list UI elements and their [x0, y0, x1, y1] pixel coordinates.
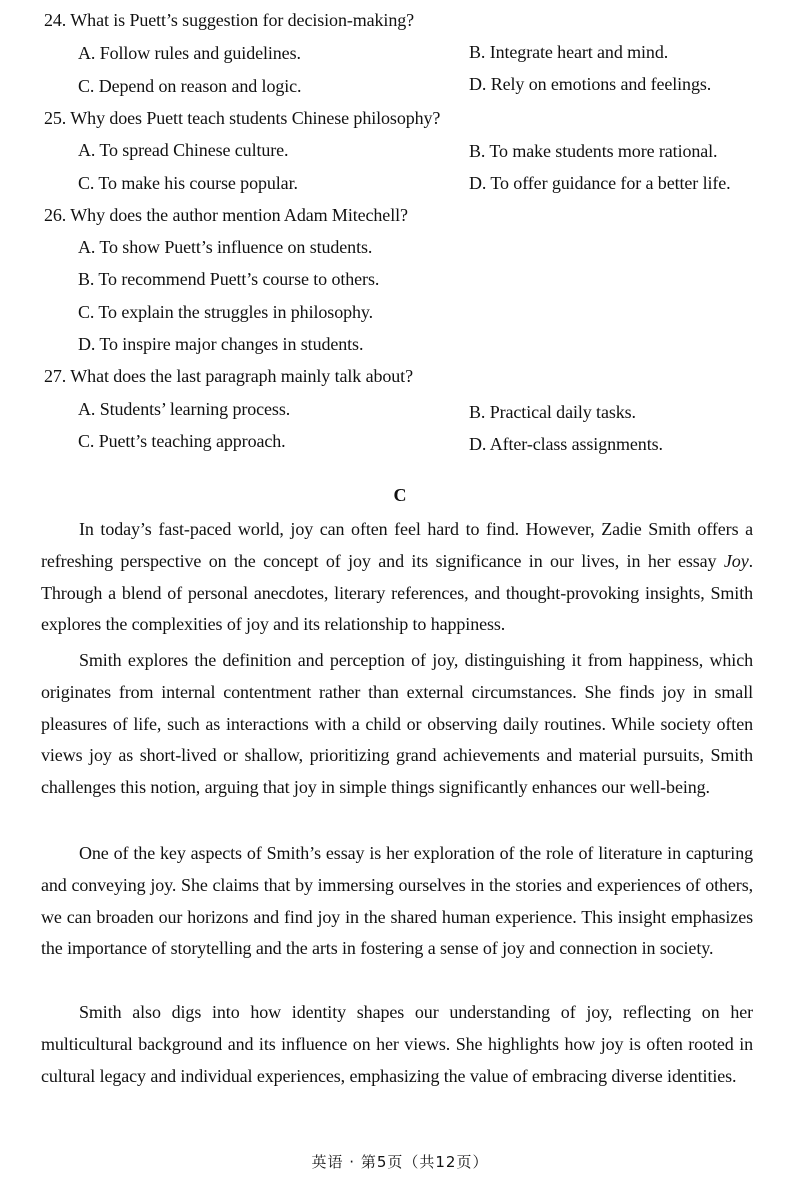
- passage-paragraph-1: [41, 514, 753, 641]
- question-24-option-c: C. Depend on reason and logic.: [78, 76, 302, 96]
- question-27-option-a: A. Students’ learning process.: [78, 399, 291, 419]
- question-24-option-a: A. Follow rules and guidelines.: [78, 43, 301, 63]
- passage-paragraph-4: Smith also digs into how identity shapes our understanding of joy, reflecting on her multicultural background and its influence on her views. She highlights how joy is often rooted in cultural legacy and individual experiences, emphasizing the value of embracing diverse identities.: [41, 1002, 753, 1086]
- question-25-option-b: B. To make students more rational.: [469, 141, 718, 161]
- question-25-option-c: C. To make his course popular.: [78, 173, 298, 193]
- section-heading: C: [393, 485, 407, 505]
- question-25-option-a: A. To spread Chinese culture.: [78, 140, 289, 160]
- page-footer: 英语 · 第5页（共12页）: [311, 1153, 489, 1171]
- question-27-stem: 27. What does the last paragraph mainly talk about?: [44, 366, 413, 386]
- passage-paragraph-2: Smith explores the definition and perception of joy, distinguishing it from happiness, which originates from internal contentment rather than external circumstances. She finds joy in small pleasures of life, such as interactions with a child or observing daily routines. While society often views joy as short-lived or shallow, prioritizing grand achievements and material pursuits, Smith challenges this notion, arguing that joy in simple things significantly enhances our well-being.: [41, 650, 753, 798]
- question-26-option-c: C. To explain the struggles in philosophy.: [78, 302, 374, 322]
- question-26-stem: 26. Why does the author mention Adam Mitechell?: [44, 205, 408, 225]
- question-26-option-d: D. To inspire major changes in students.: [78, 334, 364, 354]
- question-24-stem: 24. What is Puett’s suggestion for decision-making?: [44, 10, 415, 30]
- question-25-stem: 25. Why does Puett teach students Chinese philosophy?: [44, 108, 441, 128]
- passage-paragraph-3: One of the key aspects of Smith’s essay is her exploration of the role of literature in capturing and conveying joy. She claims that by immersing ourselves in the stories and experiences of others, we can broaden our horizons and find joy in the shared human experience. This insight emphasizes the importance of storytelling and the arts in fostering a sense of joy and connection in society.: [41, 843, 753, 959]
- question-27-option-c: C. Puett’s teaching approach.: [78, 431, 286, 451]
- paragraph-text: In today’s fast-paced world, joy can often feel hard to find. However, Zadie Smith offers a refreshing perspective on the concept of joy and its significance in our lives, in her essay: [41, 519, 753, 571]
- question-26-option-a: A. To show Puett’s influence on students.: [78, 237, 373, 257]
- essay-title: Joy: [723, 550, 749, 571]
- question-24-option-d: D. Rely on emotions and feelings.: [469, 74, 712, 94]
- question-24-option-b: B. Integrate heart and mind.: [469, 42, 669, 62]
- question-26-option-b: B. To recommend Puett’s course to others.: [78, 269, 380, 289]
- question-27-option-b: B. Practical daily tasks.: [469, 402, 636, 422]
- question-25-option-d: D. To offer guidance for a better life.: [469, 173, 731, 193]
- paragraph-text: . Through a blend of personal anecdotes, literary references, and thought-provoking insights, Smith explores the complexities of joy and its relationship to happiness.: [41, 550, 753, 635]
- question-27-option-d: D. After-class assignments.: [469, 434, 663, 454]
